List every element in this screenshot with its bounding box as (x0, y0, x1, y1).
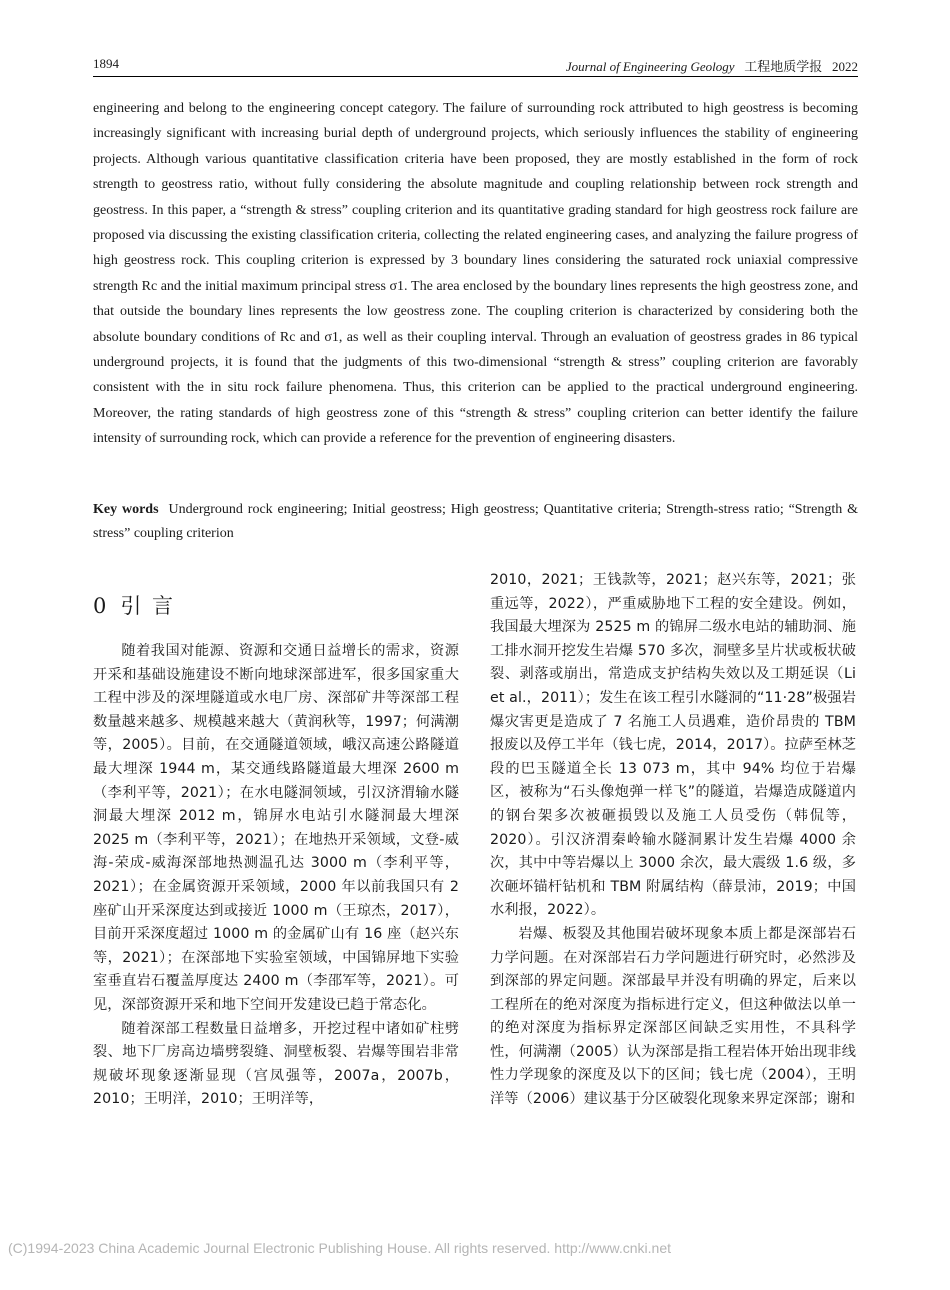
copyright-footer: (C)1994-2023 China Academic Journal Electronic Publishing House. All rights reserved. http://www.cnki.net (8, 1240, 671, 1256)
page-number: 1894 (93, 56, 119, 71)
journal-year: 2022 (832, 59, 858, 74)
section-heading (93, 590, 175, 620)
journal-name: Journal of Engineering Geology (565, 59, 735, 74)
journal-name-cn: 工程地质学报 (744, 59, 823, 74)
keywords-text: Underground rock engineering; Initial geostress; High geostress; Quantitative criteria; Strength-stress ratio; “Strength & stress” coupling criterion (93, 502, 858, 541)
section-number: 0 (93, 594, 109, 618)
keywords-label: Key words (93, 502, 159, 517)
paragraph-continuation: 2010，2021；王钱款等，2021；赵兴东等，2021；张重远等，2022），严重威胁地下工程的安全建设。例如，我国最大埋深为 2525 m 的锦屏二级水电站的辅助洞、施工排水洞开挖发生岩爆 570 多次，洞壁多呈片状或板状破裂、剥落或崩出，常造成支护结构失效以及工期延误（Li et al.，2011）；发生在该工程引水隧洞的“11·28”极强岩爆灾害更是造成了 7 名施工人员遇难，造价昂贵的 TBM 报废以及停工半年（钱七虎，2014，2017）。拉萨至林芝段的巴玉隧道全长 13 073 m，其中 94% 均位于岩爆区，被称为“石头像炮弹一样飞”的隧道，岩爆造成隧道内的钢台架多次被砸损毁以及施工人员受伤（韩侃等，2020）。引汉济渭秦岭输水隧洞累计发生岩爆 4000 余次，其中中等岩爆以上 3000 余次，最大震级 1.6 级，多次砸坏锚杆钻机和 TBM 附属结构（薛景沛，2019；中国水利报，2022）。 (490, 572, 856, 919)
journal-title (566, 56, 858, 75)
keywords (93, 498, 858, 546)
abstract-text: engineering and belong to the engineering concept category. The failure of surrounding rock attributed to high geostress is becoming increasingly significant with increasing burial depth of underground projects, which seriously influences the stability of engineering projects. Although various quantitative classification criteria have been proposed, they are mostly established in the form of rock strength to geostress ratio, without fully considering the absolute magnitude and coupling relationship between rock strength and geostress. In this paper, a “strength & stress” coupling criterion and its quantitative grading standard for high geostress rock failure are proposed via discussing the existing classification criteria, collecting the related engineering cases, and analyzing the failure progress of high geostress rock. This coupling criterion is expressed by 3 boundary lines considering the saturated rock uniaxial compressive strength Rc and the initial maximum principal stress σ1. The area enclosed by the boundary lines represents the high geostress zone, and that outside the boundary lines represents the low geostress zone. The coupling criterion is characterized by considering both the absolute boundary conditions of Rc and σ1, as well as their coupling interval. Through an evaluation of geostress grades in 86 typical underground projects, it is found that the judgments of this two-dimensional “strength & stress” coupling criterion are favorably consistent with the in situ rock failure phenomena. Thus, this criterion can be applied to the practical underground engineering. Moreover, the rating standards of high geostress zone of this “strength & stress” coupling criterion can better identify the failure intensity of surrounding rock, which can provide a reference for the prevention of engineering disasters. (93, 101, 858, 447)
section-title: 引 言 (120, 594, 176, 618)
header-divider (93, 76, 858, 77)
right-column (490, 569, 856, 1112)
paragraph: 岩爆、板裂及其他围岩破坏现象本质上都是深部岩石力学问题。在对深部岩石力学问题进行研究时，必然涉及到深部的界定问题。深部最早并没有明确的界定，后来以工程所在的绝对深度为指标进行定义，但这种做法以单一的绝对深度为指标界定深部区间缺乏实用性，不具科学性，何满潮（2005）认为深部是指工程岩体开始出现非线性力学现象的深度及以下的区间；钱七虎（2004），王明洋等（2006）建议基于分区破裂化现象来界定深部；谢和 (490, 925, 856, 1108)
paragraph: 随着我国对能源、资源和交通日益增长的需求，资源开采和基础设施建设不断向地球深部进军，很多国家重大工程中涉及的深埋隧道或水电厂房、深部矿井等深部工程数量越来越多、规模越来越大（黄润秋等，1997；何满潮等，2005）。目前，在交通隧道领域，峨汉高速公路隧道最大埋深 1944 m，某交通线路隧道最大埋深 2600 m（李利平等，2021）；在水电隧洞领域，引汉济渭输水隧洞最大埋深 2012 m，锦屏水电站引水隧洞最大埋深 2025 m（李利平等，2021）；在地热开采领域，文登-威海-荣成-威海深部地热测温孔达 3000 m（李利平等，2021）；在金属资源开采领域，2000 年以前我国只有 2 座矿山开采深度达到或接近 1000 m（王琼杰，2017），目前开采深度超过 1000 m 的金属矿山有 16 座（赵兴东等，2021）；在深部地下实验室领域，中国锦屏地下实验室垂直岩石覆盖厚度达 2400 m（李邵军等，2021）。可见，深部资源开采和地下空间开发建设已趋于常态化。 (93, 643, 459, 1013)
paragraph: 随着深部工程数量日益增多，开挖过程中诸如矿柱劈裂、地下厂房高边墙劈裂缝、洞壁板裂、岩爆等围岩非常规破坏现象逐渐显现（宫凤强等，2007a，2007b，2010；王明洋，2010；王明洋等， (93, 1020, 459, 1108)
left-column (93, 640, 459, 1112)
